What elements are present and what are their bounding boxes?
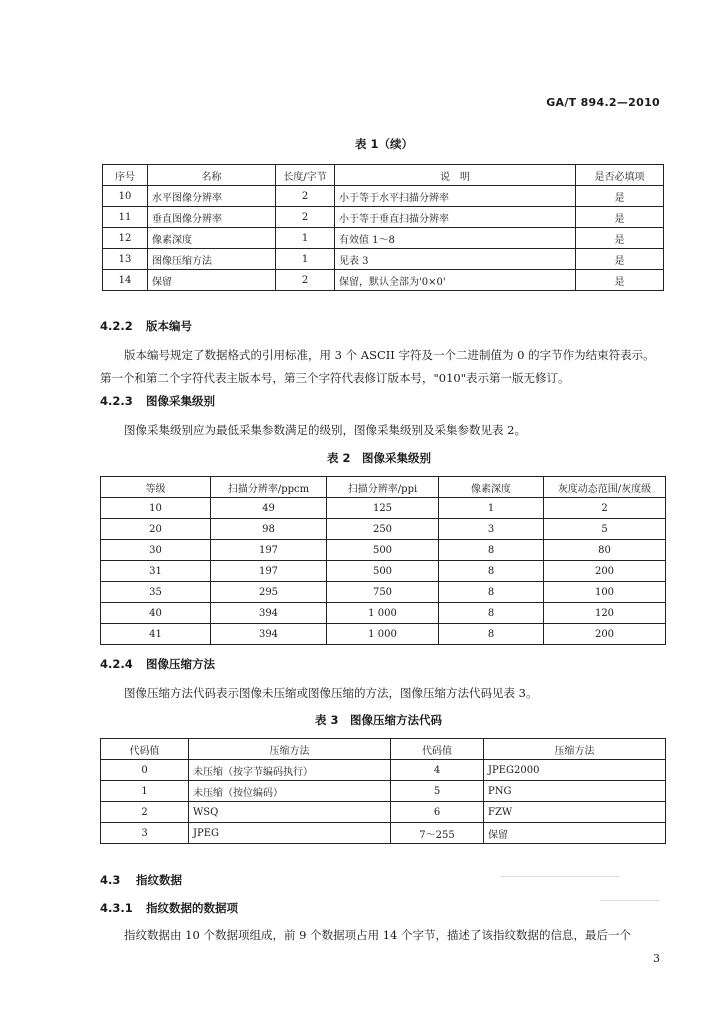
- scan-noise: [500, 876, 620, 877]
- section-title: 指纹数据的数据项: [146, 901, 238, 915]
- section-title: 图像采集级别: [146, 394, 215, 408]
- table-cell: 2: [101, 802, 189, 823]
- table-cell: 是: [576, 270, 664, 291]
- table-cell: 2: [544, 498, 666, 519]
- section-title: 版本编号: [146, 319, 192, 333]
- table-row: [101, 519, 666, 540]
- table-cell: 保留，默认全部为'0×0': [335, 270, 576, 291]
- table-cell: 垂直图像分辨率: [148, 207, 276, 228]
- table-row: [101, 802, 666, 823]
- table-row: [101, 823, 666, 844]
- table-cell: 125: [327, 498, 439, 519]
- table-row: [103, 249, 664, 270]
- table-cell: 500: [327, 540, 439, 561]
- table1-header-cell: 序号: [103, 165, 148, 186]
- table-cell: 见表 3: [335, 249, 576, 270]
- page-number: 3: [653, 952, 660, 965]
- table-cell: PNG: [484, 781, 666, 802]
- table-cell: 保留: [148, 270, 276, 291]
- table-cell: 2: [276, 186, 335, 207]
- table-cell: WSQ: [189, 802, 391, 823]
- table3-header-cell: 代码值: [391, 739, 484, 760]
- table3-caption: 表 3 图像压缩方法代码: [315, 713, 443, 727]
- table-cell: 80: [544, 540, 666, 561]
- section-number: 4.3: [100, 873, 121, 887]
- table3-header-cell: 压缩方法: [484, 739, 666, 760]
- paragraph-compression-method: 图像压缩方法代码表示图像未压缩或图像压缩的方法，图像压缩方法代码见表 3。: [124, 686, 538, 700]
- table2-header-cell: 像素深度: [439, 477, 544, 498]
- table-cell: 200: [544, 624, 666, 645]
- table-cell: 1 000: [327, 624, 439, 645]
- table-cell: 8: [439, 582, 544, 603]
- table-cell: 31: [101, 561, 211, 582]
- table-cell: 图像压缩方法: [148, 249, 276, 270]
- table-cell: 0: [101, 760, 189, 781]
- table2-header-cell: 扫描分辨率/ppcm: [211, 477, 327, 498]
- table-cell: 250: [327, 519, 439, 540]
- table-cell: 500: [327, 561, 439, 582]
- section-number: 4.3.1: [100, 901, 133, 915]
- table2: [100, 476, 666, 645]
- table-cell: 5: [544, 519, 666, 540]
- table-row: [103, 207, 664, 228]
- table1-header-row: [103, 165, 664, 186]
- table-cell: 未压缩（按字节编码执行）: [189, 760, 391, 781]
- table-cell: 100: [544, 582, 666, 603]
- table-cell: 水平图像分辨率: [148, 186, 276, 207]
- table-cell: 8: [439, 603, 544, 624]
- table-cell: 1: [276, 249, 335, 270]
- table-cell: 6: [391, 802, 484, 823]
- scan-noise: [600, 900, 660, 901]
- table-cell: 750: [327, 582, 439, 603]
- table3-header-cell: 压缩方法: [189, 739, 391, 760]
- table-cell: 3: [101, 823, 189, 844]
- table-row: [101, 760, 666, 781]
- section-number: 4.2.2: [100, 319, 133, 333]
- section-number: 4.2.4: [100, 657, 133, 671]
- section-title: 指纹数据: [136, 873, 182, 887]
- table-row: [101, 498, 666, 519]
- table-row: [101, 561, 666, 582]
- table3: [100, 738, 666, 844]
- table3-header-cell: 代码值: [101, 739, 189, 760]
- section-heading-4-2-4: [100, 656, 215, 672]
- table-row: [103, 186, 664, 207]
- table-cell: 3: [439, 519, 544, 540]
- section-number: 4.2.3: [100, 394, 133, 408]
- table-cell: 197: [211, 540, 327, 561]
- table-cell: 35: [101, 582, 211, 603]
- table1-header-cell: 名称: [148, 165, 276, 186]
- table-cell: 4: [391, 760, 484, 781]
- table1-header-cell: 说 明: [335, 165, 576, 186]
- table-cell: 是: [576, 228, 664, 249]
- table2-header-row: [101, 477, 666, 498]
- table3-header-row: [101, 739, 666, 760]
- section-heading-4-3-1: [100, 900, 238, 916]
- table-cell: 11: [103, 207, 148, 228]
- table2-header-cell: 等级: [101, 477, 211, 498]
- table-cell: 394: [211, 603, 327, 624]
- table-row: [101, 582, 666, 603]
- table-cell: 2: [276, 270, 335, 291]
- table-cell: 小于等于垂直扫描分辨率: [335, 207, 576, 228]
- table-row: [101, 781, 666, 802]
- table-row: [103, 228, 664, 249]
- table-cell: 295: [211, 582, 327, 603]
- table-cell: 像素深度: [148, 228, 276, 249]
- table-cell: 197: [211, 561, 327, 582]
- table2-header-cell: 扫描分辨率/ppi: [327, 477, 439, 498]
- table-cell: FZW: [484, 802, 666, 823]
- paragraph-fingerprint-data: 指纹数据由 10 个数据项组成，前 9 个数据项占用 14 个字节，描述了该指纹数据的信息，最后一个: [124, 928, 632, 942]
- table-row: [101, 624, 666, 645]
- standard-code: GA/T 894.2—2010: [546, 96, 660, 109]
- table-cell: 98: [211, 519, 327, 540]
- table-row: [101, 540, 666, 561]
- paragraph-acquisition-level: 图像采集级别应为最低采集参数满足的级别，图像采集级别及采集参数见表 2。: [124, 423, 526, 437]
- section-heading-4-2-3: [100, 393, 215, 409]
- table-cell: 有效值 1～8: [335, 228, 576, 249]
- table-cell: 5: [391, 781, 484, 802]
- table-cell: 20: [101, 519, 211, 540]
- table-cell: 49: [211, 498, 327, 519]
- table-cell: 13: [103, 249, 148, 270]
- table1-header-cell: 长度/字节: [276, 165, 335, 186]
- table-cell: JPEG: [189, 823, 391, 844]
- table-cell: 8: [439, 561, 544, 582]
- table-cell: 12: [103, 228, 148, 249]
- table-cell: 14: [103, 270, 148, 291]
- table-cell: 保留: [484, 823, 666, 844]
- section-heading-4-2-2: [100, 318, 192, 334]
- table2-caption: 表 2 图像采集级别: [327, 451, 432, 465]
- table-row: [101, 603, 666, 624]
- table-cell: 是: [576, 207, 664, 228]
- table-cell: 2: [276, 207, 335, 228]
- table-cell: 1 000: [327, 603, 439, 624]
- table-cell: 是: [576, 186, 664, 207]
- table-cell: 8: [439, 540, 544, 561]
- table-cell: 120: [544, 603, 666, 624]
- paragraph-version-number: 版本编号规定了数据格式的引用标准，用 3 个 ASCII 字符及一个二进制值为 0 的字节作为结束符表示。第一个和第二个字符代表主版本号，第三个字符代表修订版本号，"010"表示第一版无修订。: [100, 348, 655, 385]
- table-row: [103, 270, 664, 291]
- table-cell: 未压缩（按位编码）: [189, 781, 391, 802]
- section-heading-4-3: [100, 872, 182, 888]
- table1: [102, 164, 664, 291]
- table-cell: JPEG2000: [484, 760, 666, 781]
- table1-header-cell: 是否必填项: [576, 165, 664, 186]
- section-title: 图像压缩方法: [146, 657, 215, 671]
- table-cell: 7～255: [391, 823, 484, 844]
- table1-caption: 表 1（续）: [355, 137, 414, 151]
- table-cell: 1: [101, 781, 189, 802]
- table-cell: 1: [276, 228, 335, 249]
- table-cell: 10: [103, 186, 148, 207]
- table-cell: 40: [101, 603, 211, 624]
- table-cell: 10: [101, 498, 211, 519]
- table-cell: 小于等于水平扫描分辨率: [335, 186, 576, 207]
- table-cell: 394: [211, 624, 327, 645]
- table-cell: 8: [439, 624, 544, 645]
- table-cell: 200: [544, 561, 666, 582]
- table2-header-cell: 灰度动态范围/灰度级: [544, 477, 666, 498]
- table-cell: 1: [439, 498, 544, 519]
- table-cell: 是: [576, 249, 664, 270]
- table-cell: 30: [101, 540, 211, 561]
- table-cell: 41: [101, 624, 211, 645]
